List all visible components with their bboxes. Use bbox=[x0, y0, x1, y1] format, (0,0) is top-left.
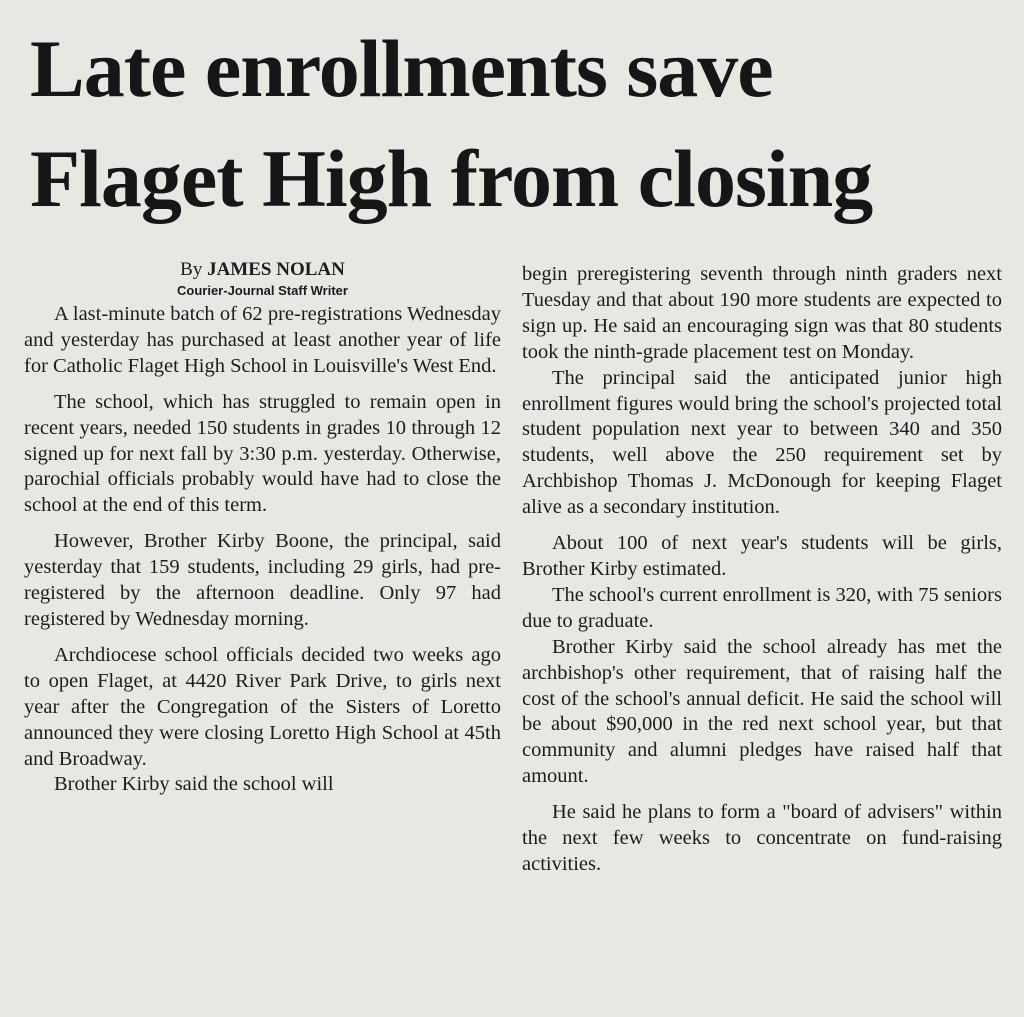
article-paragraph: The school's current enrollment is 320, with 75 seniors due to graduate. bbox=[522, 583, 1002, 632]
byline bbox=[24, 258, 501, 282]
article-paragraph: begin preregistering seventh through ninth graders next Tuesday and that about 190 more students are expected to sign up. He said an encouraging sign was that 80 students took the ninth-grade placement test on Monday. bbox=[522, 263, 1002, 363]
article-column-right bbox=[522, 262, 1002, 878]
byline-credit: Courier-Journal Staff Writer bbox=[177, 283, 348, 298]
article-paragraph: About 100 of next year's students will be girls, Brother Kirby estimated. bbox=[522, 532, 1002, 580]
article-paragraph: He said he plans to form a "board of advisers" within the next few weeks to concentrate on fund-raising activities. bbox=[522, 801, 1002, 875]
article-paragraph: A last-minute batch of 62 pre-registrations Wednesday and yesterday has purchased at least another year of life for Catholic Flaget High School in Louisville's West End. bbox=[24, 303, 501, 377]
headline-line-2: Flaget High from closing bbox=[30, 133, 873, 224]
article-paragraph: The school, which has struggled to remain open in recent years, needed 150 students in grades 10 through 12 signed up for next fall by 3:30 p.m. yesterday. Otherwise, parochial officials probably would have had to close the school at the end of this term. bbox=[24, 390, 501, 517]
byline-prefix: By bbox=[180, 259, 203, 280]
headline-line-1: Late enrollments save bbox=[30, 23, 773, 114]
article-paragraph: Brother Kirby said the school already has met the archbishop's other requirement, that of raising half the cost of the school's annual deficit. He said the school will be about $90,000 in the red next school year, but that community and alumni pledges have raised half that amount. bbox=[522, 635, 1002, 788]
article-column-left bbox=[24, 258, 501, 798]
article-paragraph: Archdiocese school officials decided two weeks ago to open Flaget, at 4420 River Park Drive, to girls next year after the Congregation of the Sisters of Loretto announced they were closing Loretto High School at 45th and Broadway. bbox=[24, 643, 501, 770]
article-paragraph: The principal said the anticipated junior high enrollment figures would bring the school's projected total student population next year to between 340 and 350 students, well above the 250 requirement set by Archbishop Thomas J. McDonough for keeping Flaget alive as a secondary institution. bbox=[522, 366, 1002, 519]
headline bbox=[30, 14, 1010, 234]
byline-author: JAMES NOLAN bbox=[207, 259, 345, 280]
article-paragraph: Brother Kirby said the school will bbox=[54, 773, 334, 796]
article-paragraph: However, Brother Kirby Boone, the principal, said yesterday that 159 students, including 29 girls, had pre-registered by the afternoon deadline. Only 97 had registered by Wednesday morning. bbox=[24, 530, 501, 630]
